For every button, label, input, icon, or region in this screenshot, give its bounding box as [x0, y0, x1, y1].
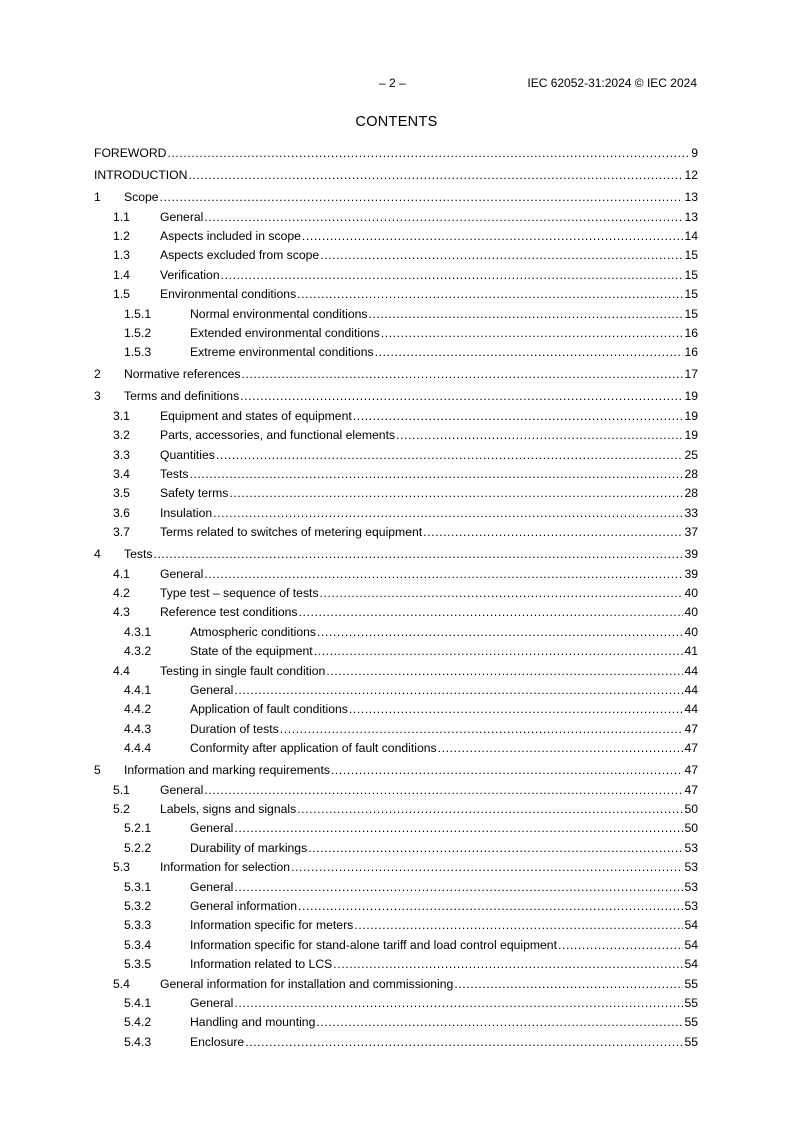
toc-entry-page[interactable]: 53 [684, 898, 698, 913]
toc-entry[interactable] [94, 166, 698, 185]
dot-leader [189, 465, 683, 484]
toc-entry-number: 5.2.2 [124, 840, 152, 855]
toc-entry[interactable] [94, 839, 698, 858]
toc-entry-number: 3.5 [113, 486, 130, 501]
toc-entry-page[interactable]: 40 [684, 586, 698, 601]
toc-entry-title[interactable]: General [190, 879, 234, 894]
toc-entry[interactable] [94, 504, 698, 523]
dot-leader [234, 681, 683, 700]
dot-leader [381, 324, 684, 343]
toc-entry-page[interactable]: 13 [684, 190, 698, 205]
toc-entry-title[interactable]: Normative references [124, 367, 241, 382]
dot-leader [204, 208, 683, 227]
toc-entry[interactable] [94, 800, 698, 819]
toc-entry-title[interactable]: Information and marking requirements [124, 763, 330, 778]
toc-entry-number: 5.2.1 [124, 821, 152, 836]
dot-leader [234, 819, 683, 838]
toc-entry-page[interactable]: 28 [684, 467, 698, 481]
toc-entry-number: 3 [94, 389, 101, 404]
dot-leader [333, 955, 683, 974]
toc-entry-page[interactable]: 12 [684, 168, 698, 183]
toc-entry-title[interactable]: Application of fault conditions [190, 702, 348, 717]
toc-entry-line [190, 994, 698, 1013]
toc-entry-number: 5.3 [113, 860, 130, 875]
toc-entry-title[interactable]: FOREWORD [94, 146, 167, 160]
toc-entry-number: 4.3.1 [124, 624, 152, 639]
dot-leader [354, 916, 683, 935]
dot-leader [375, 343, 684, 362]
toc-entry-number: 5.3.5 [124, 957, 152, 972]
toc-entry-title[interactable]: Normal environmental conditions [190, 306, 368, 321]
toc-entry-line [160, 565, 698, 584]
toc-entry-page[interactable]: 39 [684, 566, 698, 581]
dot-leader [320, 584, 684, 603]
toc-entry[interactable] [94, 305, 698, 324]
toc-entry-line [94, 166, 698, 185]
page-title: CONTENTS [355, 114, 438, 130]
toc-entry-title[interactable]: Quantities [160, 447, 215, 462]
toc-entry-title[interactable]: State of the equipment [190, 644, 313, 659]
toc-entry[interactable] [94, 545, 698, 564]
toc-entry[interactable] [94, 662, 698, 681]
toc-entry-number: 5.3.2 [124, 898, 152, 913]
toc-entry-number: 4.4 [113, 663, 130, 678]
toc-entry-page[interactable]: 47 [684, 721, 698, 736]
dot-leader [229, 484, 683, 503]
toc-entry-title[interactable]: General [190, 682, 234, 697]
toc-entry-line [160, 781, 698, 800]
toc-entry-title[interactable]: Scope [124, 190, 159, 205]
toc-entry-title[interactable]: Extended environmental conditions [190, 325, 380, 340]
dot-leader [308, 839, 683, 858]
toc-entry-title[interactable]: General [190, 995, 234, 1010]
toc-entry-line [160, 208, 698, 227]
toc-entry-line [160, 285, 698, 304]
toc-entry-page[interactable]: 16 [684, 345, 698, 360]
toc-entry-line [160, 227, 698, 246]
toc-entry-line [124, 387, 698, 406]
toc-entry-page[interactable]: 55 [684, 995, 698, 1010]
toc-entry[interactable] [94, 584, 698, 603]
toc-entry-page[interactable]: 9 [691, 146, 698, 160]
toc-entry[interactable] [94, 936, 698, 955]
toc-entry-line [190, 700, 698, 719]
toc-entry-number: 5.2 [113, 802, 130, 817]
toc-entry-line [190, 955, 698, 974]
toc-entry-number: 5.4.3 [124, 1034, 152, 1049]
toc-entry-line [190, 916, 698, 935]
toc-entry-page[interactable]: 15 [684, 248, 698, 263]
toc-entry-number: 4.3.2 [124, 644, 152, 659]
toc-entry-title[interactable]: Information specific for stand-alone tariff and load control equipment [190, 937, 557, 952]
toc-entry-line [124, 188, 698, 207]
toc-entry-line [190, 305, 698, 324]
toc-entry-number: 3.2 [113, 428, 130, 443]
dot-leader [320, 246, 683, 265]
toc-entry-number: 5.3.1 [124, 879, 152, 894]
toc-entry[interactable] [94, 819, 698, 838]
toc-entry-line [190, 642, 698, 661]
dot-leader [297, 285, 683, 304]
page-number: – 2 – [379, 76, 406, 90]
dot-leader [396, 426, 683, 445]
toc-entry-page[interactable]: 41 [684, 644, 698, 659]
toc-entry-title[interactable]: Terms related to switches of metering equipment [160, 525, 423, 540]
toc-entry-line [160, 523, 698, 542]
toc-entry-page[interactable]: 47 [684, 763, 698, 778]
dot-leader [349, 700, 684, 719]
dot-leader [240, 387, 683, 406]
toc-entry-number: 4.4.2 [124, 702, 152, 717]
toc-entry-line [124, 761, 698, 780]
toc-entry[interactable] [94, 642, 698, 661]
toc-entry-number: 1.2 [113, 228, 130, 243]
toc-entry-number: 5.1 [113, 782, 130, 797]
toc-entry[interactable] [94, 975, 698, 994]
table-of-contents [94, 144, 698, 1052]
toc-entry-line [124, 365, 698, 384]
toc-entry-title[interactable]: Verification [160, 267, 220, 282]
toc-entry-number: 3.6 [113, 505, 130, 520]
toc-entry-page[interactable]: 50 [684, 821, 698, 836]
toc-entry-page[interactable]: 53 [684, 879, 698, 894]
dot-leader [234, 994, 683, 1013]
toc-entry[interactable] [94, 324, 698, 343]
dot-leader [216, 446, 684, 465]
dot-leader [368, 305, 683, 324]
toc-entry-title[interactable]: Safety terms [160, 486, 229, 501]
toc-entry-number: 1 [94, 190, 101, 205]
toc-entry-title[interactable]: Labels, signs and signals [160, 802, 297, 817]
toc-entry[interactable] [94, 407, 698, 426]
dot-leader [188, 166, 683, 185]
toc-entry-number: 4.1 [113, 566, 130, 581]
toc-entry[interactable] [94, 285, 698, 304]
toc-entry-title[interactable]: Aspects excluded from scope [160, 248, 320, 263]
toc-entry[interactable] [94, 565, 698, 584]
toc-entry-page[interactable]: 44 [684, 702, 698, 717]
toc-entry-line [160, 858, 698, 877]
toc-entry[interactable] [94, 227, 698, 246]
dot-leader [242, 365, 684, 384]
toc-entry-page[interactable]: 39 [684, 547, 698, 562]
toc-entry[interactable] [94, 484, 698, 503]
toc-entry-title[interactable]: Tests [160, 467, 189, 481]
toc-entry-page[interactable]: 28 [684, 486, 698, 501]
toc-entry-number: 5 [94, 763, 101, 778]
toc-entry-line [160, 465, 698, 484]
toc-entry-title[interactable]: Testing in single fault condition [160, 663, 326, 678]
dot-leader [291, 858, 683, 877]
toc-entry[interactable] [94, 603, 698, 622]
dot-leader [331, 761, 684, 780]
dot-leader [438, 739, 684, 758]
toc-entry-line [94, 144, 698, 163]
toc-entry-page[interactable]: 19 [684, 389, 698, 404]
toc-entry-page[interactable]: 50 [684, 802, 698, 817]
dot-leader [298, 897, 683, 916]
toc-entry-title[interactable]: General information for installation and commissioning [160, 976, 454, 991]
toc-entry-number: 4.2 [113, 586, 130, 601]
toc-entry-number: 1.5.3 [124, 345, 152, 360]
dot-leader [204, 565, 683, 584]
toc-entry-title[interactable]: Equipment and states of equipment [160, 408, 352, 423]
toc-entry[interactable] [94, 426, 698, 445]
toc-entry-number: 4 [94, 547, 101, 562]
toc-entry-page[interactable]: 37 [684, 525, 698, 540]
toc-entry-title[interactable]: Reference test conditions [160, 605, 298, 620]
toc-entry-number: 3.3 [113, 447, 130, 462]
dot-leader [204, 781, 683, 800]
toc-entry-title[interactable]: General [160, 782, 204, 797]
toc-entry-title[interactable]: Information related to LCS [190, 957, 333, 972]
toc-entry[interactable] [94, 623, 698, 642]
toc-entry[interactable] [94, 720, 698, 739]
toc-entry-page[interactable]: 54 [684, 918, 698, 933]
toc-entry[interactable] [94, 681, 698, 700]
toc-entry[interactable] [94, 781, 698, 800]
toc-entry-line [190, 739, 698, 758]
toc-entry[interactable] [94, 246, 698, 265]
toc-entry-number: 4.4.4 [124, 741, 152, 756]
dot-leader [299, 603, 684, 622]
toc-entry[interactable] [94, 343, 698, 362]
toc-entry-page[interactable]: 47 [684, 782, 698, 797]
toc-entry[interactable] [94, 188, 698, 207]
toc-entry-line [190, 1013, 698, 1032]
toc-entry-page[interactable]: 44 [684, 663, 698, 678]
toc-entry-page[interactable]: 25 [684, 447, 698, 462]
toc-entry-line [190, 839, 698, 858]
toc-entry-line [190, 878, 698, 897]
toc-entry-line [160, 800, 698, 819]
toc-entry-line [190, 623, 698, 642]
dot-leader [317, 623, 683, 642]
toc-entry-title[interactable]: Parts, accessories, and functional elements [160, 428, 396, 443]
toc-entry-page[interactable]: 14 [684, 228, 698, 243]
toc-entry-page[interactable]: 53 [684, 860, 698, 875]
dot-leader [423, 523, 683, 542]
dot-leader [280, 720, 684, 739]
toc-entry-title[interactable]: General [160, 566, 204, 581]
dot-leader [558, 936, 683, 955]
toc-entry[interactable] [94, 144, 698, 163]
toc-entry-page[interactable]: 53 [684, 840, 698, 855]
toc-entry-line [160, 504, 698, 523]
toc-entry-page[interactable]: 15 [684, 287, 698, 302]
toc-entry-number: 1.3 [113, 248, 130, 263]
dot-leader [213, 504, 683, 523]
dot-leader [454, 975, 683, 994]
toc-entry[interactable] [94, 994, 698, 1013]
toc-entry-line [190, 343, 698, 362]
toc-entry-title[interactable]: Atmospheric conditions [190, 624, 316, 639]
toc-entry-title[interactable]: Environmental conditions [160, 287, 297, 302]
toc-entry-page[interactable]: 17 [684, 367, 698, 382]
dot-leader [234, 878, 683, 897]
toc-entry-title[interactable]: Terms and definitions [124, 389, 240, 404]
document-reference: IEC 62052-31:2024 © IEC 2024 [527, 76, 697, 90]
toc-entry[interactable] [94, 955, 698, 974]
page-header [0, 76, 793, 92]
toc-entry-title[interactable]: General [160, 209, 204, 224]
toc-entry[interactable] [94, 916, 698, 935]
toc-entry-title[interactable]: Type test – sequence of tests [160, 586, 319, 601]
toc-entry[interactable] [94, 858, 698, 877]
dot-leader [326, 662, 683, 681]
toc-entry-line [160, 603, 698, 622]
toc-entry-line [160, 484, 698, 503]
toc-entry-number: 5.3.3 [124, 918, 152, 933]
toc-entry-number: 3.1 [113, 408, 130, 423]
toc-entry-number: 2 [94, 367, 101, 382]
toc-entry[interactable] [94, 700, 698, 719]
toc-entry-title[interactable]: Enclosure [190, 1034, 245, 1049]
toc-entry[interactable] [94, 446, 698, 465]
toc-entry[interactable] [94, 739, 698, 758]
toc-entry-number: 5.4.2 [124, 1015, 152, 1030]
dot-leader [221, 266, 684, 285]
toc-entry[interactable] [94, 387, 698, 406]
toc-entry-line [160, 446, 698, 465]
toc-entry[interactable] [94, 266, 698, 285]
toc-entry[interactable] [94, 208, 698, 227]
toc-entry-number: 1.1 [113, 209, 130, 224]
toc-entry[interactable] [94, 897, 698, 916]
toc-entry-page[interactable]: 47 [684, 741, 698, 756]
toc-entry-page[interactable]: 55 [684, 1015, 698, 1030]
toc-entry-page[interactable]: 55 [684, 976, 698, 991]
toc-entry-page[interactable]: 54 [684, 957, 698, 972]
toc-entry-title[interactable]: Information for selection [160, 860, 291, 875]
toc-entry-number: 5.4 [113, 976, 130, 991]
toc-entry-title[interactable]: INTRODUCTION [94, 168, 188, 183]
toc-entry-line [160, 662, 698, 681]
toc-entry-page[interactable]: 19 [684, 408, 698, 423]
toc-entry-number: 4.4.3 [124, 721, 152, 736]
toc-entry-line [160, 266, 698, 285]
toc-entry-number: 1.5.1 [124, 306, 152, 321]
toc-entry-number: 5.4.1 [124, 995, 152, 1010]
toc-entry-page[interactable]: 33 [684, 505, 698, 520]
toc-entry-line [190, 324, 698, 343]
toc-entry[interactable] [94, 878, 698, 897]
toc-entry-title[interactable]: Duration of tests [190, 721, 279, 736]
toc-entry-line [190, 1033, 698, 1052]
toc-entry[interactable] [94, 1013, 698, 1032]
toc-entry[interactable] [94, 465, 698, 484]
toc-entry-line [160, 584, 698, 603]
toc-entry-title[interactable]: Information specific for meters [190, 918, 354, 933]
toc-entry-title[interactable]: Extreme environmental conditions [190, 345, 374, 360]
toc-entry-page[interactable]: 13 [684, 209, 698, 224]
toc-entry-page[interactable]: 15 [684, 267, 698, 282]
toc-entry-line [190, 897, 698, 916]
toc-entry-line [190, 819, 698, 838]
toc-entry-page[interactable]: 44 [684, 682, 698, 697]
toc-entry-line [190, 681, 698, 700]
toc-entry-number: 3.7 [113, 525, 130, 540]
toc-entry-page[interactable]: 15 [684, 306, 698, 321]
toc-entry-title[interactable]: Durability of markings [190, 840, 308, 855]
toc-entry-line [124, 545, 698, 564]
toc-entry-number: 1.5.2 [124, 325, 152, 340]
dot-leader [302, 227, 684, 246]
toc-entry[interactable] [94, 523, 698, 542]
toc-entry[interactable] [94, 365, 698, 384]
toc-entry-page[interactable]: 54 [684, 937, 698, 952]
toc-entry-number: 3.4 [113, 467, 130, 481]
toc-entry-title[interactable]: Conformity after application of fault conditions [190, 741, 437, 756]
toc-entry-title[interactable]: Handling and mounting [190, 1015, 316, 1030]
dot-leader [314, 642, 684, 661]
toc-entry-line [160, 426, 698, 445]
toc-entry[interactable] [94, 1033, 698, 1052]
toc-entry-title[interactable]: Insulation [160, 505, 213, 520]
toc-entry-line [190, 720, 698, 739]
toc-entry-number: 1.4 [113, 267, 130, 282]
toc-entry-number: 5.3.4 [124, 937, 152, 952]
toc-entry-number: 4.4.1 [124, 682, 152, 697]
toc-entry-title[interactable]: General [190, 821, 234, 836]
dot-leader [353, 407, 684, 426]
toc-entry-page[interactable]: 19 [684, 428, 698, 443]
dot-leader [316, 1013, 683, 1032]
toc-entry-line [160, 407, 698, 426]
toc-entry-page[interactable]: 40 [684, 605, 698, 620]
dot-leader [160, 188, 684, 207]
toc-entry-page[interactable]: 16 [684, 325, 698, 340]
toc-entry-line [160, 975, 698, 994]
toc-entry-title[interactable]: Aspects included in scope [160, 228, 301, 243]
toc-entry-title[interactable]: Tests [124, 547, 153, 562]
dot-leader [153, 545, 683, 564]
toc-entry[interactable] [94, 761, 698, 780]
dot-leader [245, 1033, 683, 1052]
toc-entry-page[interactable]: 55 [684, 1034, 698, 1049]
dot-leader [167, 144, 690, 163]
toc-entry-number: 1.5 [113, 287, 130, 302]
dot-leader [297, 800, 683, 819]
toc-entry-line [160, 246, 698, 265]
toc-entry-page[interactable]: 40 [684, 624, 698, 639]
toc-entry-line [190, 936, 698, 955]
toc-entry-title[interactable]: General information [190, 898, 298, 913]
toc-entry-number: 4.3 [113, 605, 130, 620]
